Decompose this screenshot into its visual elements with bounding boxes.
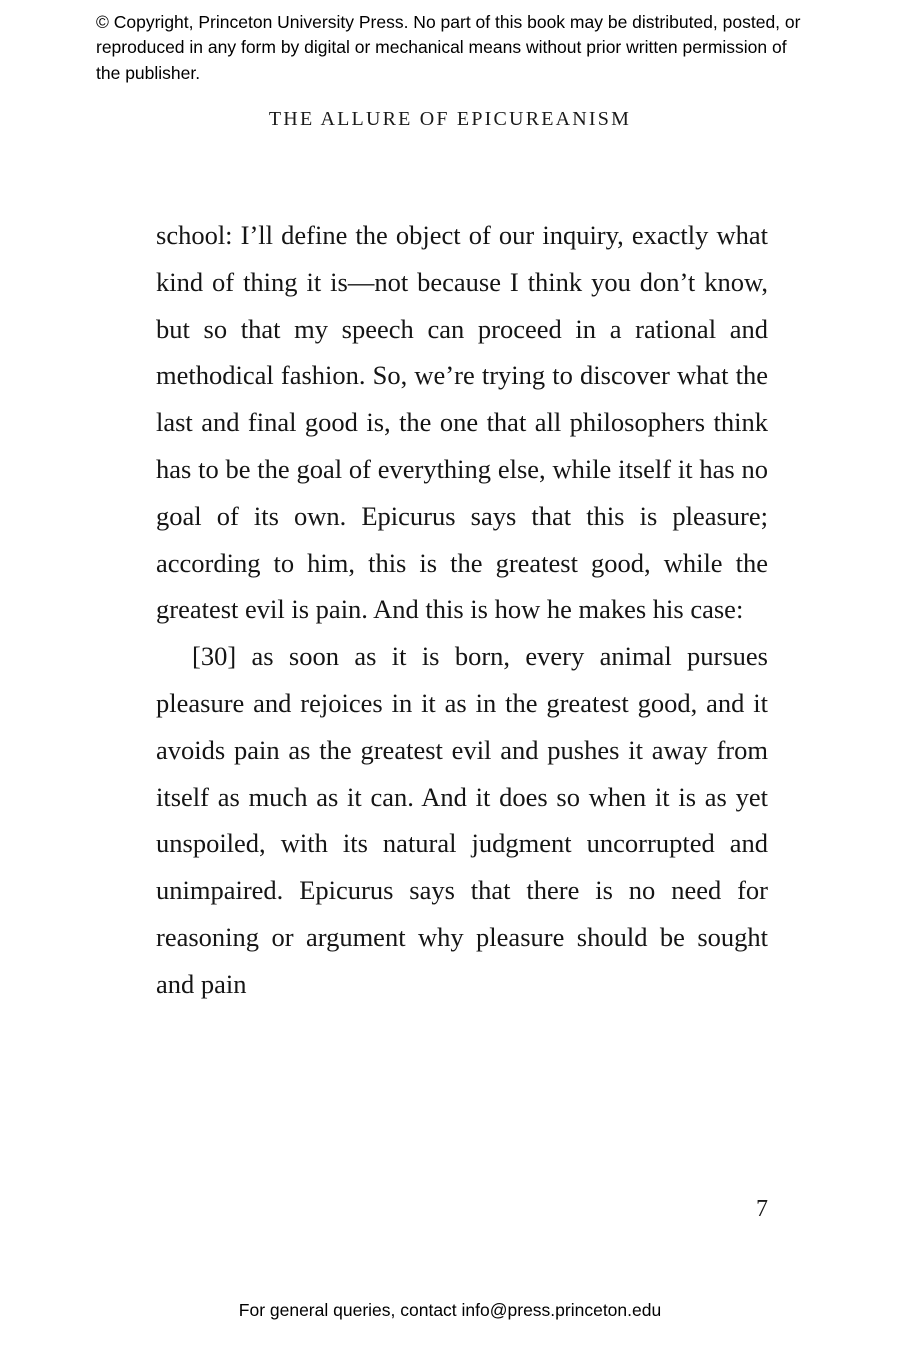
running-head: THE ALLURE OF EPICUREANISM [268,108,632,130]
page-number: 7 [756,1196,768,1222]
footer-notice: For general queries, contact info@press.princeton.edu [238,1300,662,1320]
paragraph: school: I’ll define the object of our inquiry, exactly what kind of thing it is—not because I think you don’t know, but so that my speech can proceed in a rational and methodical fashion. So, we’re trying to discover what the last and final good is, the one that all philosophers think has to be the goal of everything else, while itself it has no goal of its own. Epicurus says that this is pleasure; according to him, this is the greatest good, while the greatest evil is pain. And this is how he makes his case: [156,220,768,625]
body-text [156,212,768,1008]
copyright-notice: © Copyright, Princeton University Press. No part of this book may be distributed, posted, or reproduced in any form by digital or mechanical means without prior written permission of the publisher. [96,12,801,83]
paragraph: [30] as soon as it is born, every animal pursues pleasure and rejoices in it as in the greatest good, and it avoids pain as the greatest evil and pushes it away from itself as much as it can. And it does so when it is as yet unspoiled, with its natural judgment uncorrupted and unimpaired. Epicurus says that there is no need for reasoning or argument why pleasure should be sought and pain [156,641,768,999]
